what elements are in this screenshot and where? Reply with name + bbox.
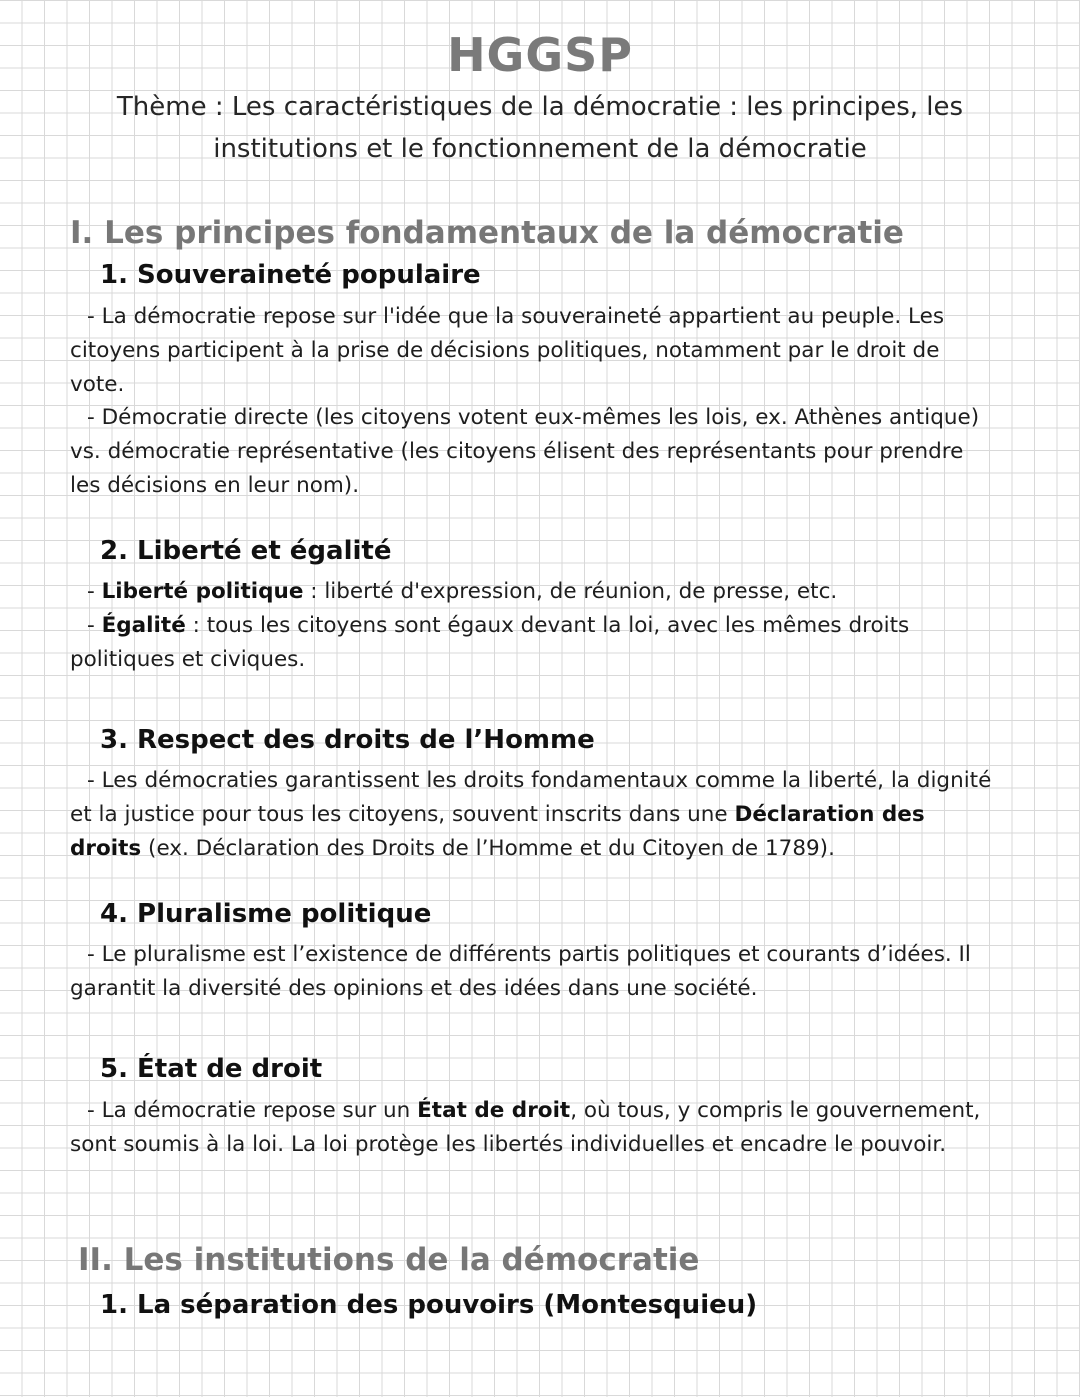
section-2-heading: II. Les institutions de la démocratie (78, 1242, 700, 1278)
subsection-1-5-heading: 5. État de droit (100, 1054, 323, 1084)
bold-term-liberte-politique: Liberté politique (101, 579, 304, 604)
subsection-2-1-heading: 1. La séparation des pouvoirs (Montesquieu) (100, 1290, 758, 1320)
subsection-1-4-paragraph-1: - Le pluralisme est l’existence de différents partis politiques et courants d’idées. Il garantit la diversité des opinions et des idées dans une société. (70, 942, 971, 1001)
bold-term-declaration: Déclaration des droits (70, 802, 925, 861)
subsection-1-5-paragraph-1: - La démocratie repose sur un État de droit, où tous, y compris le gouvernement, sont soumis à la loi. La loi protège les libertés individuelles et encadre le pouvoir. (70, 1098, 981, 1157)
subsection-1-1-paragraph-1: - La démocratie repose sur l'idée que la souveraineté appartient au peuple. Les citoyens participent à la prise de décisions politiques, notamment par le droit de vote. (70, 304, 945, 397)
subsection-1-1-heading: 1. Souveraineté populaire (100, 260, 481, 290)
bold-term-egalite: Égalité (101, 613, 186, 638)
document-title: HGGSP (447, 28, 633, 82)
bold-term-etat-de-droit: État de droit (417, 1098, 571, 1123)
subsection-1-1-paragraph-2: - Démocratie directe (les citoyens votent eux-mêmes les lois, ex. Athènes antique) vs. démocratie représentative (les citoyens élisent des représentants pour prendre les décisions en leur nom). (70, 405, 980, 498)
subsection-1-2-paragraph-2: - Égalité : tous les citoyens sont égaux devant la loi, avec les mêmes droits politiques et civiques. (70, 613, 910, 672)
subsection-1-3-heading: 3. Respect des droits de l’Homme (100, 725, 595, 755)
subsection-1-2-heading: 2. Liberté et égalité (100, 536, 392, 566)
subsection-1-3-paragraph-1: - Les démocraties garantissent les droits fondamentaux comme la liberté, la dignité et la justice pour tous les citoyens, souvent inscrits dans une Déclaration des droits (ex. Déclaration des Droits de l’Homme et du Citoyen de 1789). (70, 768, 992, 861)
subsection-1-4-heading: 4. Pluralisme politique (100, 899, 432, 929)
section-1-heading: I. Les principes fondamentaux de la démocratie (70, 215, 904, 251)
document-theme: Thème : Les caractéristiques de la démocratie : les principes, les institutions et le fonctionnement de la démocratie (116, 92, 964, 164)
subsection-1-2-paragraph-1: - Liberté politique : liberté d'expression, de réunion, de presse, etc. (87, 579, 838, 604)
